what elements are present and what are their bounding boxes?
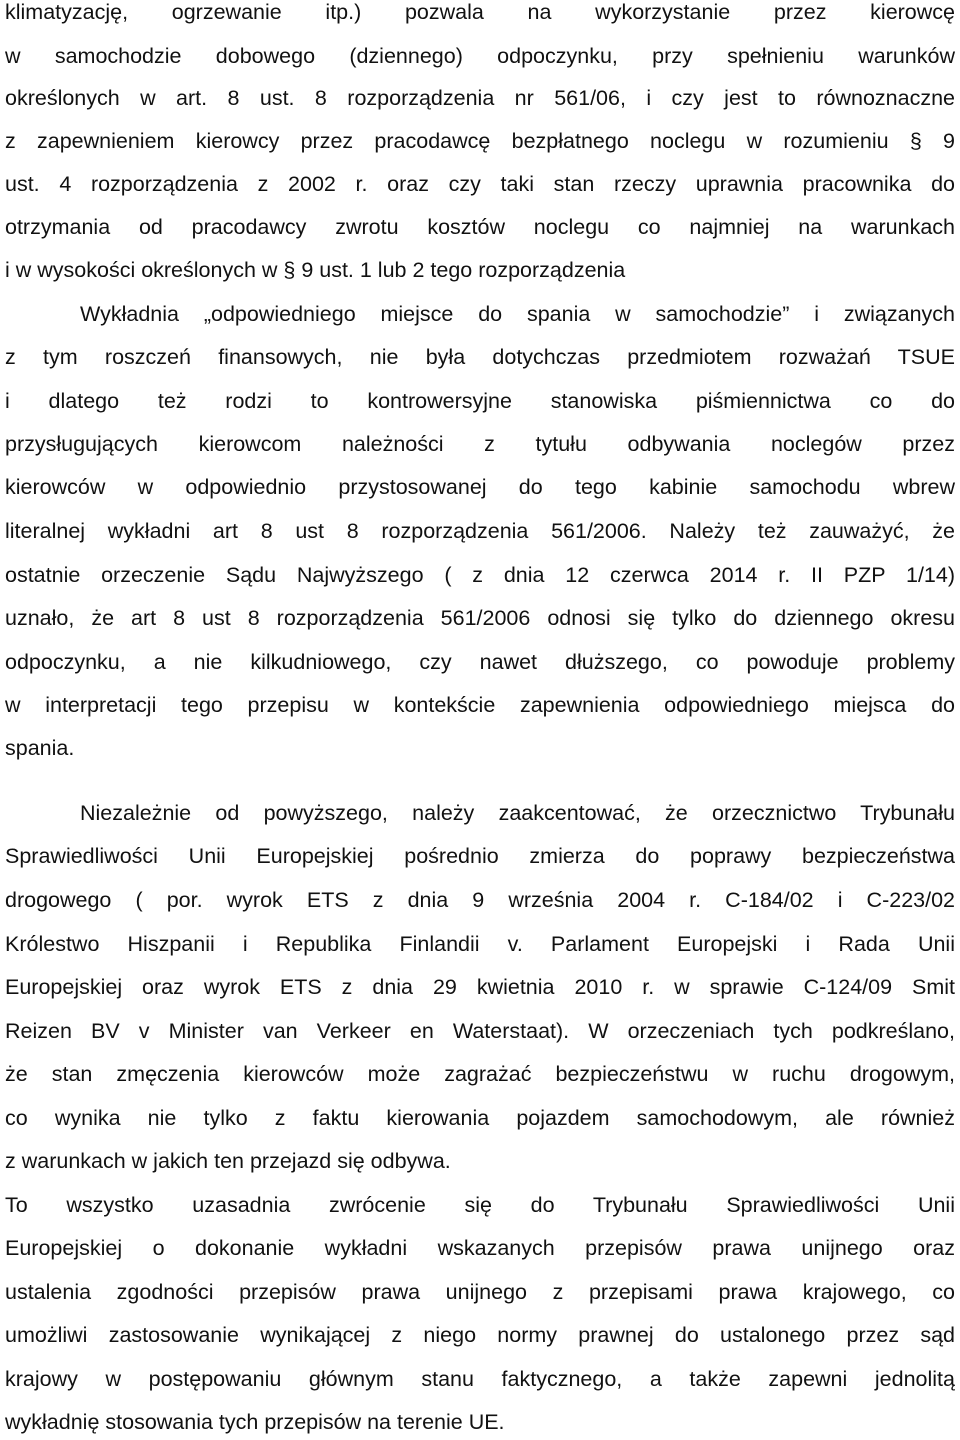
text-line: z tym roszczeń finansowych, nie była dotychczas przedmiotem rozważań TSUE (5, 345, 955, 369)
text-line: umożliwi zastosowanie wynikającej z niego normy prawnej do ustalonego przez sąd (5, 1323, 955, 1347)
text-line: Europejskiej oraz wyrok ETS z dnia 29 kwietnia 2010 r. w sprawie C-124/09 Smit (5, 975, 955, 999)
text-line: odpoczynku, a nie kilkudniowego, czy nawet dłuższego, co powoduje problemy (5, 650, 955, 674)
text-line: kierowców w odpowiednio przystosowanej do tego kabinie samochodu wbrew (5, 475, 955, 499)
text-line: Europejskiej o dokonanie wykładni wskazanych przepisów prawa unijnego oraz (5, 1236, 955, 1260)
paragraph-first-line: Wykładnia „odpowiedniego miejsce do spania w samochodzie” i związanych (80, 302, 955, 326)
text-line: Królestwo Hiszpanii i Republika Finlandii v. Parlament Europejski i Rada Unii (5, 932, 955, 956)
text-line: w interpretacji tego przepisu w kontekście zapewnienia odpowiedniego miejsca do (5, 693, 955, 717)
text-line: ust. 4 rozporządzenia z 2002 r. oraz czy taki stan rzeczy uprawnia pracownika do (5, 172, 955, 196)
text-line: wykładnię stosowania tych przepisów na terenie UE. (5, 1410, 505, 1434)
text-line: uznało, że art 8 ust 8 rozporządzenia 561/2006 odnosi się tylko do dziennego okresu (5, 606, 955, 630)
text-line: krajowy w postępowaniu głównym stanu faktycznego, a także zapewni jednolitą (5, 1367, 955, 1391)
text-line: klimatyzację, ogrzewanie itp.) pozwala na wykorzystanie przez kierowcę (5, 0, 955, 24)
text-line: spania. (5, 736, 75, 760)
text-line: drogowego ( por. wyrok ETS z dnia 9 września 2004 r. C-184/02 i C-223/02 (5, 888, 955, 912)
paragraph-first-line: Niezależnie od powyższego, należy zaakcentować, że orzecznictwo Trybunału (80, 801, 955, 825)
text-line: określonych w art. 8 ust. 8 rozporządzenia nr 561/06, i czy jest to równoznaczne (5, 86, 955, 110)
text-line: w samochodzie dobowego (dziennego) odpoczynku, przy spełnieniu warunków (5, 44, 955, 68)
text-line: i dlatego też rodzi to kontrowersyjne stanowiska piśmiennictwa co do (5, 389, 955, 413)
paragraph-first-line: To wszystko uzasadnia zwrócenie się do Trybunału Sprawiedliwości Unii (5, 1193, 955, 1217)
text-line: co wynika nie tylko z faktu kierowania pojazdem samochodowym, ale również (5, 1106, 955, 1130)
text-line: z warunkach w jakich ten przejazd się odbywa. (5, 1149, 451, 1173)
text-line: z zapewnieniem kierowcy przez pracodawcę bezpłatnego noclegu w rozumieniu § 9 (5, 129, 955, 153)
text-line: Sprawiedliwości Unii Europejskiej pośrednio zmierza do poprawy bezpieczeństwa (5, 844, 955, 868)
text-line: i w wysokości określonych w § 9 ust. 1 lub 2 tego rozporządzenia (5, 258, 626, 282)
text-line: otrzymania od pracodawcy zwrotu kosztów noclegu co najmniej na warunkach (5, 215, 955, 239)
text-line: przysługujących kierowcom należności z tytułu odbywania noclegów przez (5, 432, 955, 456)
text-line: Reizen BV v Minister van Verkeer en Waterstaat). W orzeczeniach tych podkreślano, (5, 1019, 955, 1043)
text-line: że stan zmęczenia kierowców może zagrażać bezpieczeństwu w ruchu drogowym, (5, 1062, 955, 1086)
text-line: ustalenia zgodności przepisów prawa unijnego z przepisami prawa krajowego, co (5, 1280, 955, 1304)
text-line: literalnej wykładni art 8 ust 8 rozporządzenia 561/2006. Należy też zauważyć, że (5, 519, 955, 543)
text-line: ostatnie orzeczenie Sądu Najwyższego ( z dnia 12 czerwca 2014 r. II PZP 1/14) (5, 563, 955, 587)
